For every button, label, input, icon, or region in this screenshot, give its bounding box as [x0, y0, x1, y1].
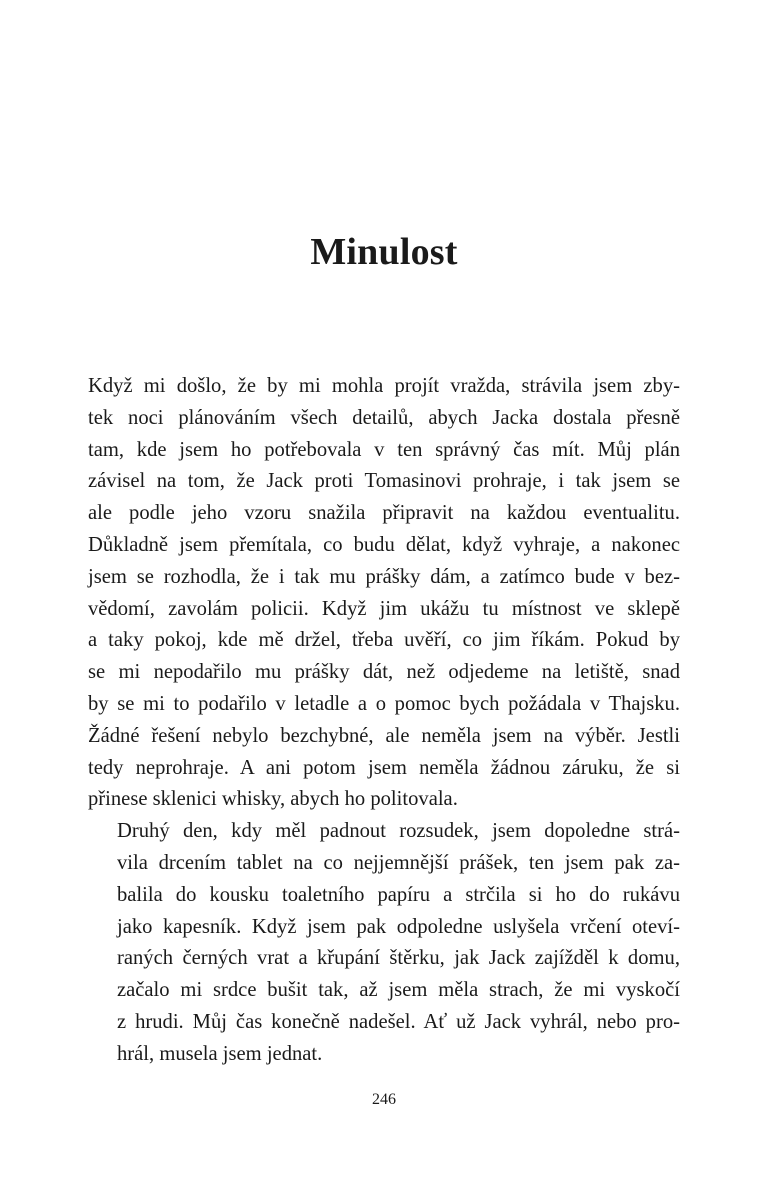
text-line: raných černých vrat a křupání štěrku, jak Jack zajížděl k domu,	[117, 947, 680, 970]
text-line: a taky pokoj, kde mě držel, třeba uvěří, co jim říkám. Pokud by	[88, 629, 680, 652]
body-text	[88, 371, 680, 1071]
text-line: vila drcením tablet na co nejjemnější prášek, ten jsem pak za-	[117, 851, 680, 874]
text-line: začalo mi srdce bušit tak, až jsem měla strach, že mi vyskočí	[117, 979, 680, 1002]
text-line: závisel na tom, že Jack proti Tomasinovi prohraje, i tak jsem se	[88, 470, 680, 493]
page-number: 246	[372, 1091, 396, 1108]
text-line: vědomí, zavolám policii. Když jim ukážu tu místnost ve sklepě	[88, 597, 680, 620]
text-line: tedy neprohraje. A ani potom jsem neměla žádnou záruku, že si	[88, 756, 680, 779]
text-line: jsem se rozhodla, že i tak mu prášky dám, a zatímco bude v bez-	[88, 565, 680, 588]
text-line: Žádné řešení nebylo bezchybné, ale neměla jsem na výběr. Jestli	[88, 724, 680, 747]
paragraph-2	[88, 816, 680, 1070]
text-line: hrál, musela jsem jednat.	[117, 1042, 323, 1065]
text-line: balila do kousku toaletního papíru a strčila si ho do rukávu	[117, 883, 680, 906]
text-line: by se mi to podařilo v letadle a o pomoc bych požádala v Thajsku.	[88, 692, 680, 715]
text-line: z hrudi. Můj čas konečně nadešel. Ať už Jack vyhrál, nebo pro-	[117, 1010, 680, 1033]
text-line: se mi nepodařilo mu prášky dát, než odjedeme na letiště, snad	[88, 661, 680, 684]
chapter-title: Minulost	[310, 231, 458, 273]
text-line: Druhý den, kdy měl padnout rozsudek, jsem dopoledne strá-	[117, 820, 680, 843]
text-line: přinese sklenici whisky, abych ho politovala.	[88, 788, 458, 811]
text-line: Důkladně jsem přemítala, co budu dělat, když vyhraje, a nakonec	[88, 533, 680, 556]
text-line: tam, kde jsem ho potřebovala v ten správný čas mít. Můj plán	[88, 438, 680, 461]
text-line: jako kapesník. Když jsem pak odpoledne uslyšela vrčení oteví-	[117, 915, 680, 938]
text-line: ale podle jeho vzoru snažila připravit na každou eventualitu.	[88, 502, 680, 525]
text-line: Když mi došlo, že by mi mohla projít vražda, strávila jsem zby-	[88, 375, 680, 397]
text-line: tek noci plánováním všech detailů, abych Jacka dostala přesně	[88, 406, 680, 429]
paragraph-1	[88, 371, 680, 816]
